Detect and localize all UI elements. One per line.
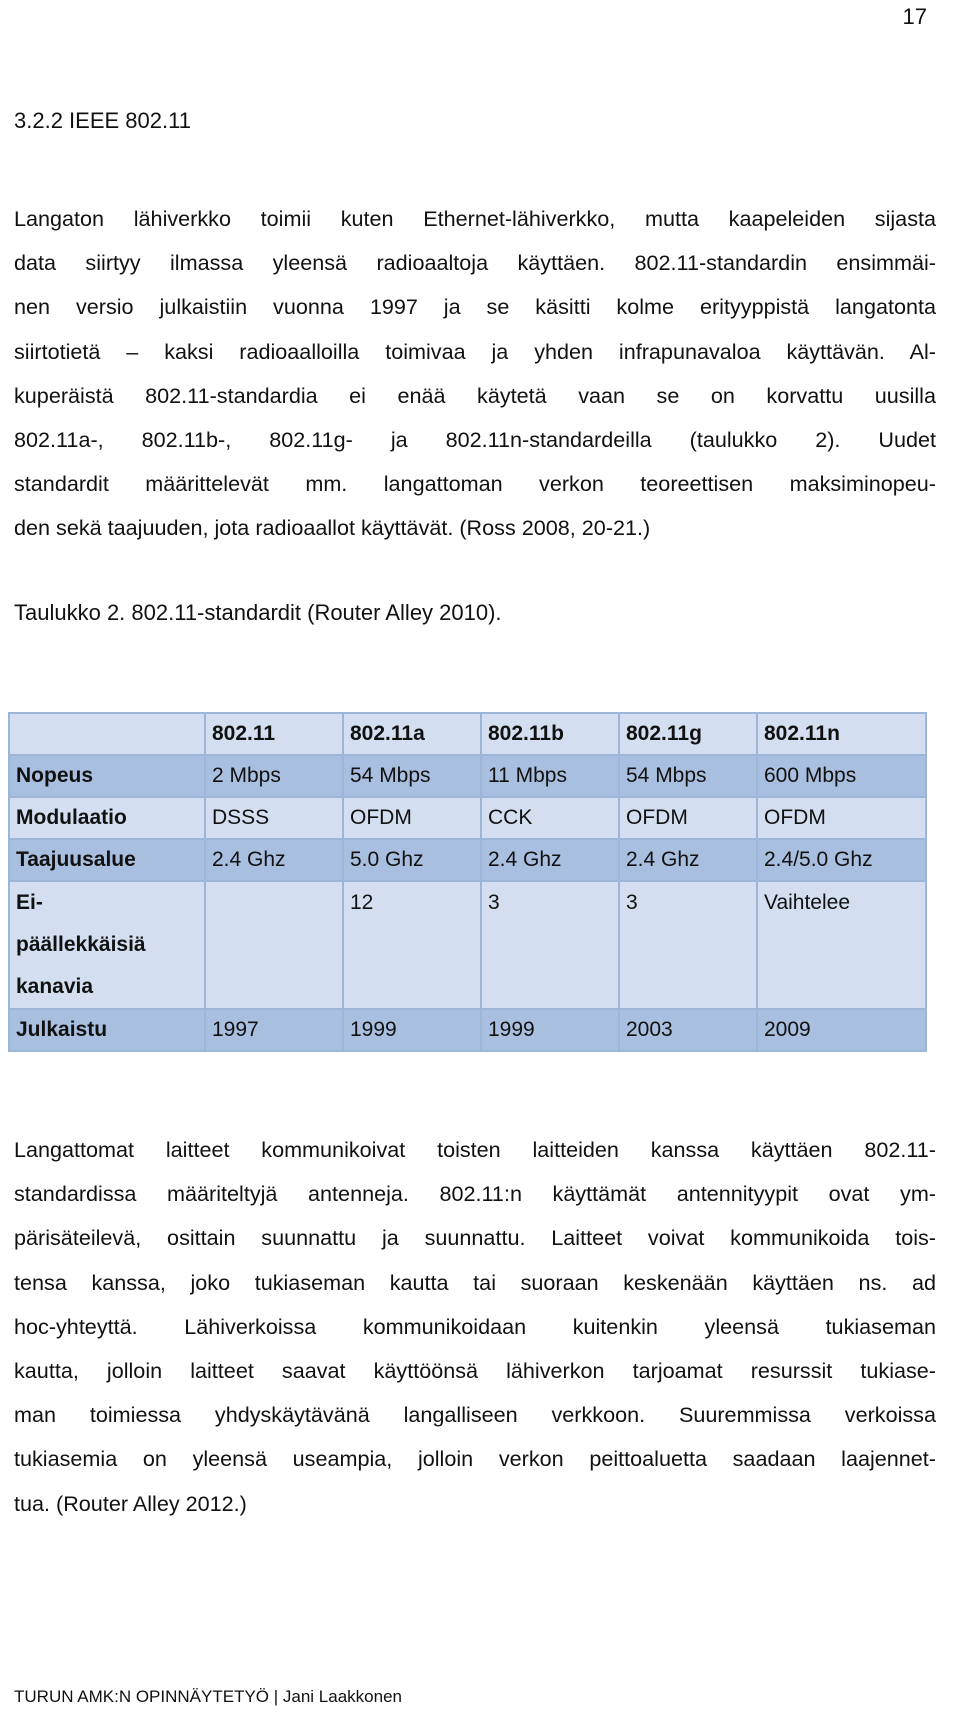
column-header: 802.11: [205, 713, 343, 755]
table-row: [9, 755, 926, 797]
table-cell: 1997: [205, 1009, 343, 1051]
text-line: den sekä taajuuden, jota radioaallot käyttävät. (Ross 2008, 20-21.): [14, 515, 651, 541]
table-header-row: [9, 713, 926, 755]
standards-table: [8, 712, 927, 1052]
section-heading: 3.2.2 IEEE 802.11: [14, 108, 191, 133]
table-row: [9, 797, 926, 839]
table-cell: DSSS: [205, 797, 343, 839]
table-cell: 54 Mbps: [343, 755, 481, 797]
column-header: 802.11a: [343, 713, 481, 755]
table-cell: 54 Mbps: [619, 755, 757, 797]
column-header: 802.11n: [757, 713, 926, 755]
table-cell: 600 Mbps: [757, 755, 926, 797]
text-line: standardit määrittelevät mm. langattoman verkon teoreettisen maksiminopeu-: [14, 471, 936, 497]
paragraph-antennas: [14, 1128, 936, 1526]
row-header-line: kanavia: [16, 975, 94, 998]
table-cell: 2.4/5.0 Ghz: [757, 839, 926, 881]
text-line: tua. (Router Alley 2012.): [14, 1490, 247, 1516]
table-corner-cell: [9, 713, 205, 755]
text-line: standardissa määriteltyjä antenneja. 802.11:n käyttämät antennityypit ovat ym-: [14, 1181, 936, 1207]
row-header: Julkaistu: [9, 1009, 205, 1051]
table-cell: 5.0 Ghz: [343, 839, 481, 881]
table-caption: Taulukko 2. 802.11-standardit (Router Alley 2010).: [14, 600, 502, 625]
table-cell: [205, 881, 343, 1009]
column-header: 802.11g: [619, 713, 757, 755]
table-cell: 12: [343, 881, 481, 1009]
table-cell: 2003: [619, 1009, 757, 1051]
page-footer: TURUN AMK:N OPINNÄYTETYÖ | Jani Laakkonen: [14, 1687, 402, 1706]
table-cell: OFDM: [757, 797, 926, 839]
text-line: kautta, jolloin laitteet saavat käyttöönsä lähiverkon tarjoamat resurssit tukiase-: [14, 1358, 936, 1384]
text-line: Langattomat laitteet kommunikoivat toisten laitteiden kanssa käyttäen 802.11-: [14, 1137, 936, 1162]
table-row: [9, 1009, 926, 1051]
table-cell: 2.4 Ghz: [481, 839, 619, 881]
table-row: [9, 881, 926, 1009]
text-line: 802.11a-, 802.11b-, 802.11g- ja 802.11n-standardeilla (taulukko 2). Uudet: [14, 427, 936, 453]
table-cell: OFDM: [619, 797, 757, 839]
table-cell: CCK: [481, 797, 619, 839]
text-line: siirtotietä – kaksi radioaalloilla toimivaa ja yhden infrapunavaloa käyttävän. Al-: [14, 338, 936, 364]
row-header: Taajuusalue: [9, 839, 205, 881]
text-line: man toimiessa yhdyskäytävänä langalliseen verkkoon. Suuremmissa verkoissa: [14, 1402, 936, 1428]
table-cell: 1999: [343, 1009, 481, 1051]
table-cell: 3: [481, 881, 619, 1009]
text-line: pärisäteilevä, osittain suunnattu ja suunnattu. Laitteet voivat kommunikoida tois-: [14, 1225, 936, 1251]
paragraph-wlan-intro: [14, 197, 936, 551]
row-header: [9, 881, 205, 1009]
text-line: tensa kanssa, joko tukiaseman kautta tai suoraan keskenään käyttäen ns. ad: [14, 1269, 936, 1295]
table-cell: Vaihtelee: [757, 881, 926, 1009]
row-header: Nopeus: [9, 755, 205, 797]
table-cell: 3: [619, 881, 757, 1009]
row-header: Modulaatio: [9, 797, 205, 839]
text-line: nen versio julkaistiin vuonna 1997 ja se käsitti kolme erityyppistä langatonta: [14, 294, 936, 320]
text-line: hoc-yhteyttä. Lähiverkoissa kommunikoidaan kuitenkin yleensä tukiaseman: [14, 1313, 936, 1339]
text-line: kuperäistä 802.11-standardia ei enää käytetä vaan se on korvattu uusilla: [14, 382, 936, 408]
text-line: Langaton lähiverkko toimii kuten Ethernet-lähiverkko, mutta kaapeleiden sijasta: [14, 206, 936, 231]
table-cell: 2 Mbps: [205, 755, 343, 797]
table-cell: 1999: [481, 1009, 619, 1051]
text-line: data siirtyy ilmassa yleensä radioaaltoja käyttäen. 802.11-standardin ensimmäi-: [14, 250, 936, 276]
page-number: 17: [902, 4, 927, 29]
table-cell: 2.4 Ghz: [205, 839, 343, 881]
table-cell: 2.4 Ghz: [619, 839, 757, 881]
table-row: [9, 839, 926, 881]
table-cell: 2009: [757, 1009, 926, 1051]
column-header: 802.11b: [481, 713, 619, 755]
text-line: tukiasemia on yleensä useampia, jolloin verkon peittoaluetta saadaan laajennet-: [14, 1446, 936, 1472]
table-cell: OFDM: [343, 797, 481, 839]
row-header-line: päällekkäisiä: [16, 933, 146, 956]
row-header-line: Ei-: [16, 891, 43, 914]
table-cell: 11 Mbps: [481, 755, 619, 797]
